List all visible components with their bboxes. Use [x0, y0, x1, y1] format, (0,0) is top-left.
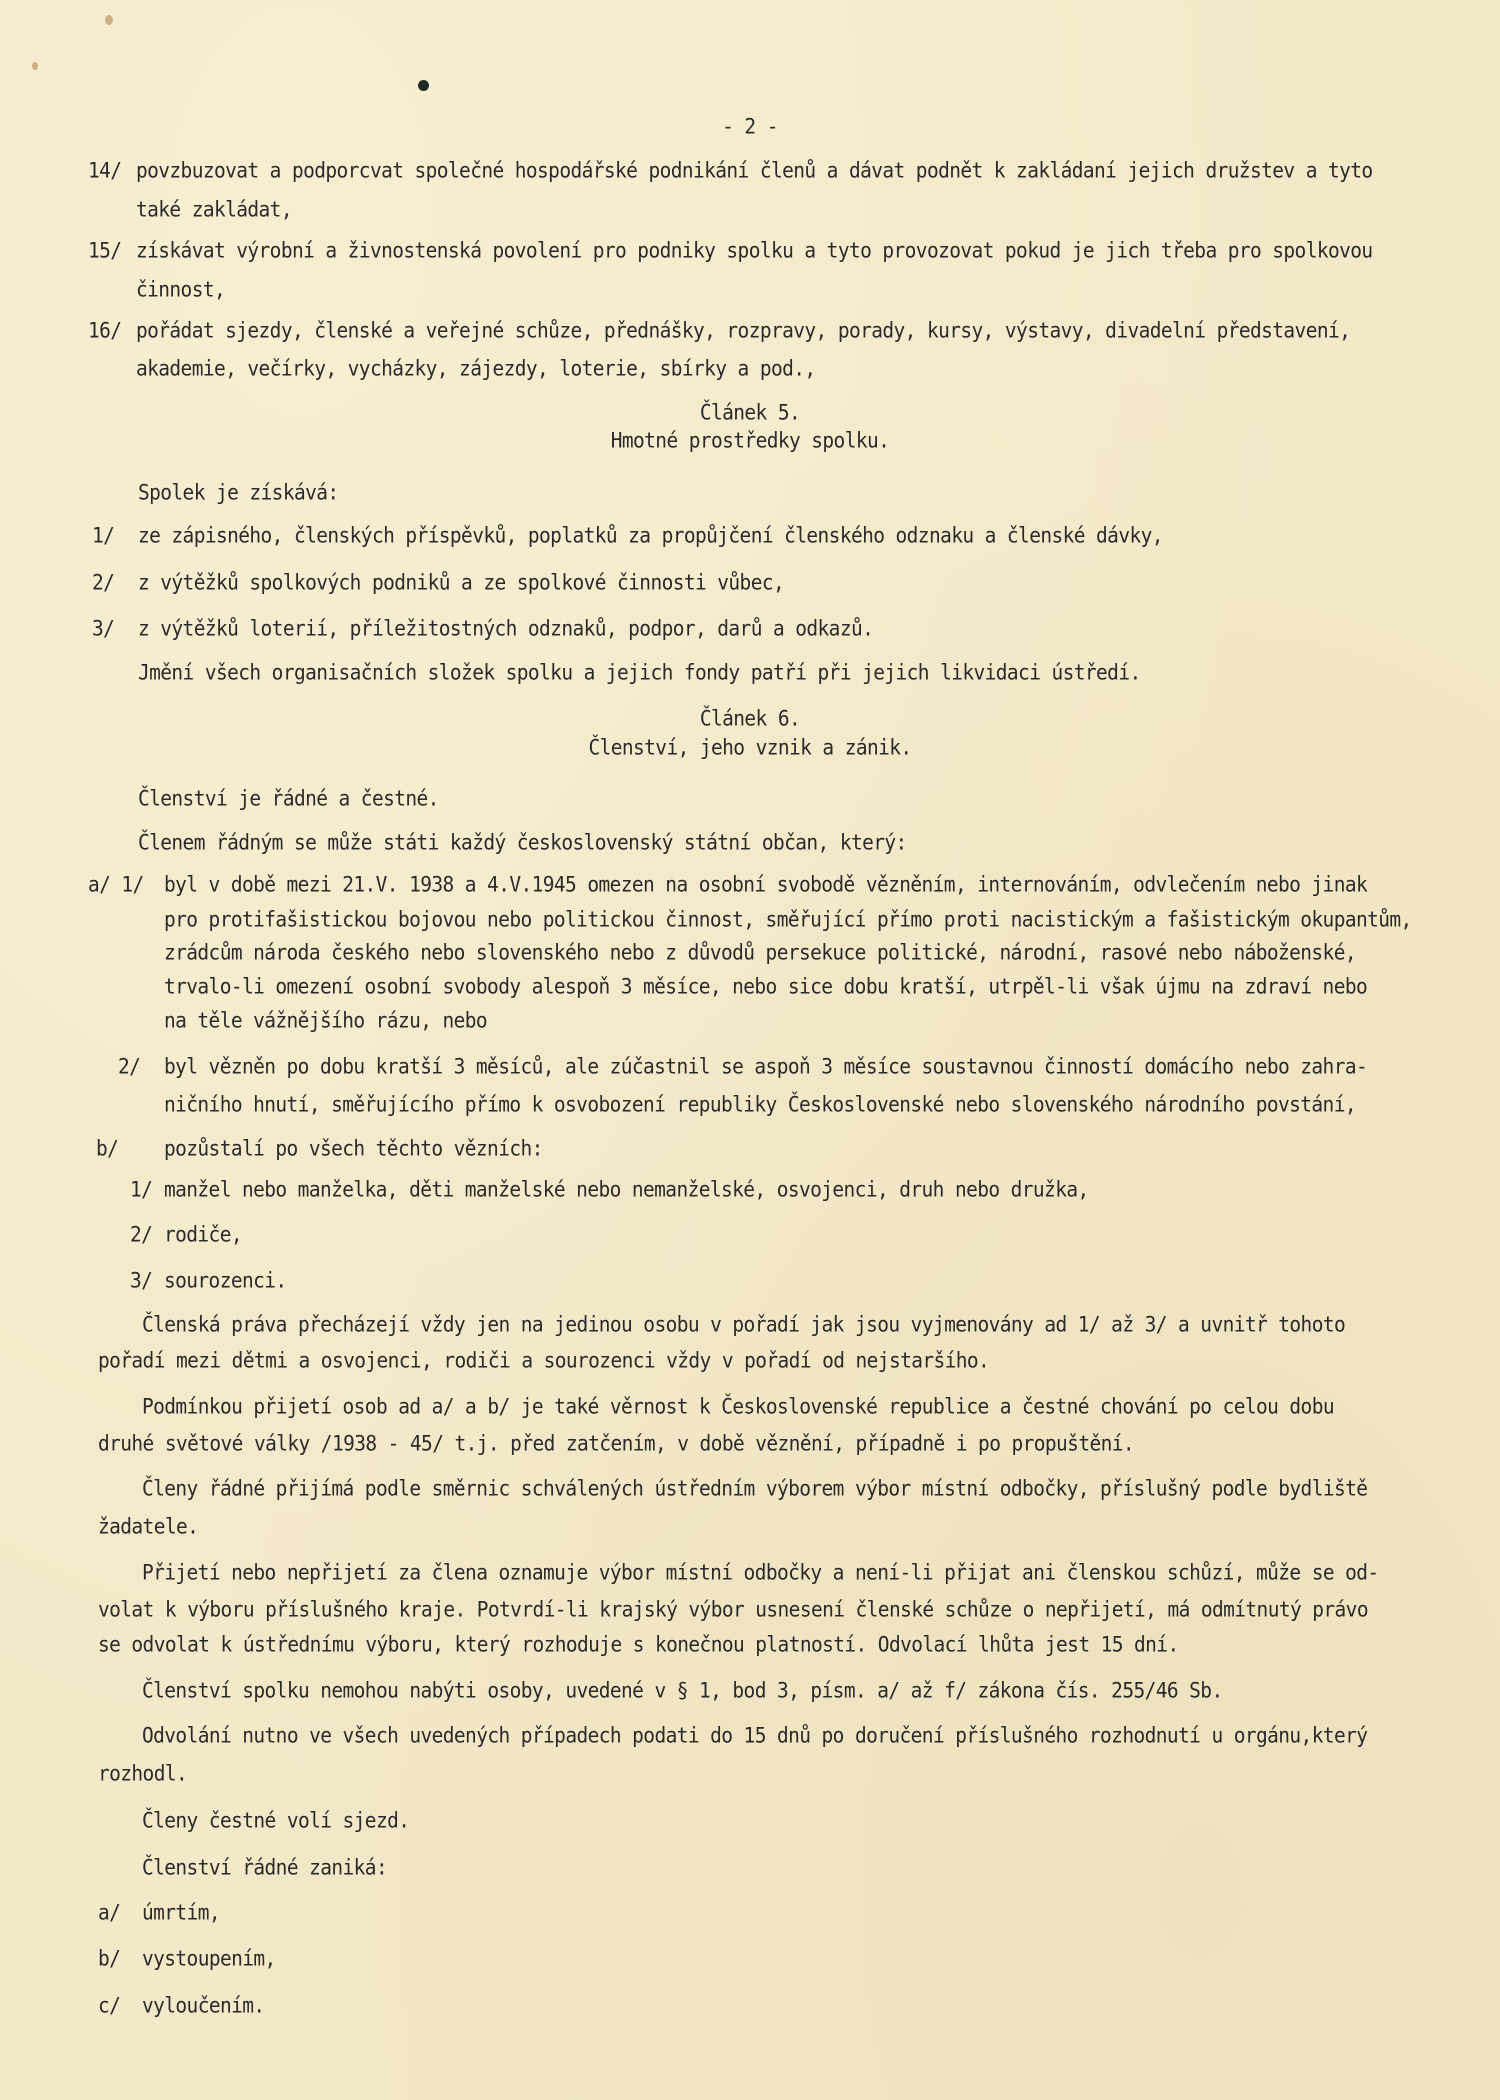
paragraph: Členství je řádné a čestné. — [138, 786, 439, 811]
list-item — [98, 1946, 276, 1971]
item-label: 16/ — [88, 318, 122, 343]
paragraph: Spolek je získává: — [138, 480, 339, 505]
list-item — [130, 1222, 242, 1247]
punch-hole-mark — [418, 80, 429, 91]
item-continuation: trvalo-li omezení osobní svobody alespoň 3 měsíce, nebo sice dobu kratší, utrpěl-li však újmu na zdraví nebo — [164, 974, 1368, 999]
item-label: 15/ — [88, 238, 122, 263]
item-label: 3/ — [130, 1268, 153, 1293]
article-heading: Článek 6. — [699, 706, 801, 731]
list-item — [92, 616, 873, 641]
item-text: vyloučením. — [142, 1993, 265, 2018]
list-item — [88, 238, 1373, 263]
item-text: vystoupením, — [142, 1946, 276, 1971]
article-heading: Článek 5. — [699, 400, 801, 425]
paragraph-continuation: se odvolat k ústřednímu výboru, který rozhoduje s konečnou platností. Odvolací lhůta jest 15 dní. — [98, 1632, 1179, 1657]
list-item — [92, 570, 784, 595]
paper-stain — [32, 62, 38, 70]
list-item — [88, 158, 1373, 183]
paragraph-continuation: žadatele. — [98, 1514, 199, 1539]
item-label: 3/ — [92, 616, 115, 641]
item-label: 14/ — [88, 158, 122, 183]
item-text: sourozenci. — [164, 1268, 287, 1293]
paper-stain — [105, 15, 113, 25]
item-text: byl vězněn po dobu kratší 3 měsíců, ale zúčastnil se aspoň 3 měsíce soustavnou činností domácího nebo zahra- — [164, 1054, 1368, 1079]
page-number: - 2 - — [722, 114, 778, 139]
item-continuation: zrádcům národa českého nebo slovenského nebo z důvodů persekuce politické, národní, rasové nebo náboženské, — [164, 940, 1356, 965]
item-label: a/ 1/ — [88, 872, 144, 897]
list-item — [130, 1177, 1089, 1202]
paragraph: Podmínkou přijetí osob ad a/ a b/ je také věrnost k Československé republice a čestné chování po celou dobu — [142, 1394, 1334, 1419]
item-continuation: akademie, večírky, vycházky, zájezdy, loterie, sbírky a pod., — [136, 356, 816, 381]
item-continuation: pro protifašistickou bojovou nebo politickou činnost, směřující přímo proti nacistickým a fašistickým okupantům, — [164, 907, 1412, 932]
item-text: pořádat sjezdy, členské a veřejné schůze, přednášky, rozpravy, porady, kursy, výstavy, divadelní představení, — [136, 318, 1351, 343]
paragraph: Jmění všech organisačních složek spolku a jejich fondy patří při jejich likvidaci ústředí. — [138, 660, 1141, 685]
paragraph: Členství řádné zaniká: — [142, 1855, 388, 1880]
item-text: z výtěžků spolkových podniků a ze spolkové činnosti vůbec, — [138, 570, 785, 595]
article-title: Hmotné prostředky spolku. — [610, 428, 890, 453]
paragraph: Členy řádné přijímá podle směrnic schválených ústředním výborem výbor místní odbočky, příslušný podle bydliště — [142, 1476, 1368, 1501]
paragraph: Členy čestné volí sjezd. — [142, 1808, 410, 1833]
list-item — [88, 318, 1350, 343]
item-continuation: činnost, — [136, 277, 226, 302]
item-label: 2/ — [92, 570, 115, 595]
paragraph: Odvolání nutno ve všech uvedených případech podati do 15 dnů po doručení příslušného rozhodnutí u orgánu,který — [142, 1723, 1368, 1748]
item-continuation: také zakládat, — [136, 197, 292, 222]
item-text: byl v době mezi 21.V. 1938 a 4.V.1945 omezen na osobní svobodě vězněním, internováním, odvlečením nebo jinak — [164, 872, 1368, 897]
paragraph-continuation: rozhodl. — [98, 1761, 188, 1786]
item-text: manžel nebo manželka, děti manželské nebo nemanželské, osvojenci, druh nebo družka, — [164, 1177, 1089, 1202]
item-text: povzbuzovat a podporcvat společné hospodářské podnikání členů a dávat podnět k zakládaní jejich družstev a tyto — [136, 158, 1373, 183]
item-label: c/ — [98, 1993, 121, 2018]
paragraph-continuation: pořadí mezi dětmi a osvojenci, rodiči a sourozenci vždy v pořadí od nejstaršího. — [98, 1348, 990, 1373]
item-label: 2/ — [130, 1222, 153, 1247]
list-item — [130, 1268, 287, 1293]
paragraph: Členem řádným se může státi každý československý státní občan, který: — [138, 830, 907, 855]
paragraph: Členství spolku nemohou nabýti osoby, uvedené v § 1, bod 3, písm. a/ až f/ zákona čís. 255/46 Sb. — [142, 1678, 1223, 1703]
list-item — [96, 1136, 543, 1161]
paragraph-continuation: volat k výboru příslušného kraje. Potvrdí-li krajský výbor usnesení členské schůze o nepřijetí, má odmítnutý právo — [98, 1597, 1368, 1622]
list-item — [98, 1900, 220, 1925]
item-label: 1/ — [92, 523, 115, 548]
item-text: úmrtím, — [142, 1900, 220, 1925]
item-continuation: ničního hnutí, směřujícího přímo k osvobození republiky Československé nebo slovenského národního povstání, — [164, 1092, 1356, 1117]
paragraph: Přijetí nebo nepřijetí za člena oznamuje výbor místní odbočky a není-li přijat ani členskou schůzí, může se od- — [142, 1560, 1379, 1585]
list-item — [98, 1993, 265, 2018]
item-label: 1/ — [130, 1177, 153, 1202]
item-label: a/ — [98, 1900, 121, 1925]
item-text: pozůstalí po všech těchto vězních: — [164, 1136, 543, 1161]
item-text: rodiče, — [164, 1222, 242, 1247]
item-continuation: na těle vážnějšího rázu, nebo — [164, 1008, 488, 1033]
item-label: b/ — [98, 1946, 121, 1971]
item-label: b/ — [96, 1136, 119, 1161]
article-title: Členství, jeho vznik a zánik. — [588, 735, 912, 760]
item-text: z výtěžků loterií, příležitostných odznaků, podpor, darů a odkazů. — [138, 616, 874, 641]
paragraph-continuation: druhé světové války /1938 - 45/ t.j. před zatčením, v době věznění, případně i po propuštění. — [98, 1431, 1135, 1456]
item-label: 2/ — [118, 1054, 141, 1079]
list-item — [118, 1054, 1367, 1079]
item-text: získávat výrobní a živnostenská povolení pro podniky spolku a tyto provozovat pokud je jich třeba pro spolkovou — [136, 238, 1373, 263]
list-item — [92, 523, 1163, 548]
list-item — [88, 872, 1367, 897]
paragraph: Členská práva přecházejí vždy jen na jedinou osobu v pořadí jak jsou vyjmenovány ad 1/ až 3/ a uvnitř tohoto — [142, 1312, 1346, 1337]
item-text: ze zápisného, členských příspěvků, poplatků za propůjčení členského odznaku a členské dávky, — [138, 523, 1163, 548]
